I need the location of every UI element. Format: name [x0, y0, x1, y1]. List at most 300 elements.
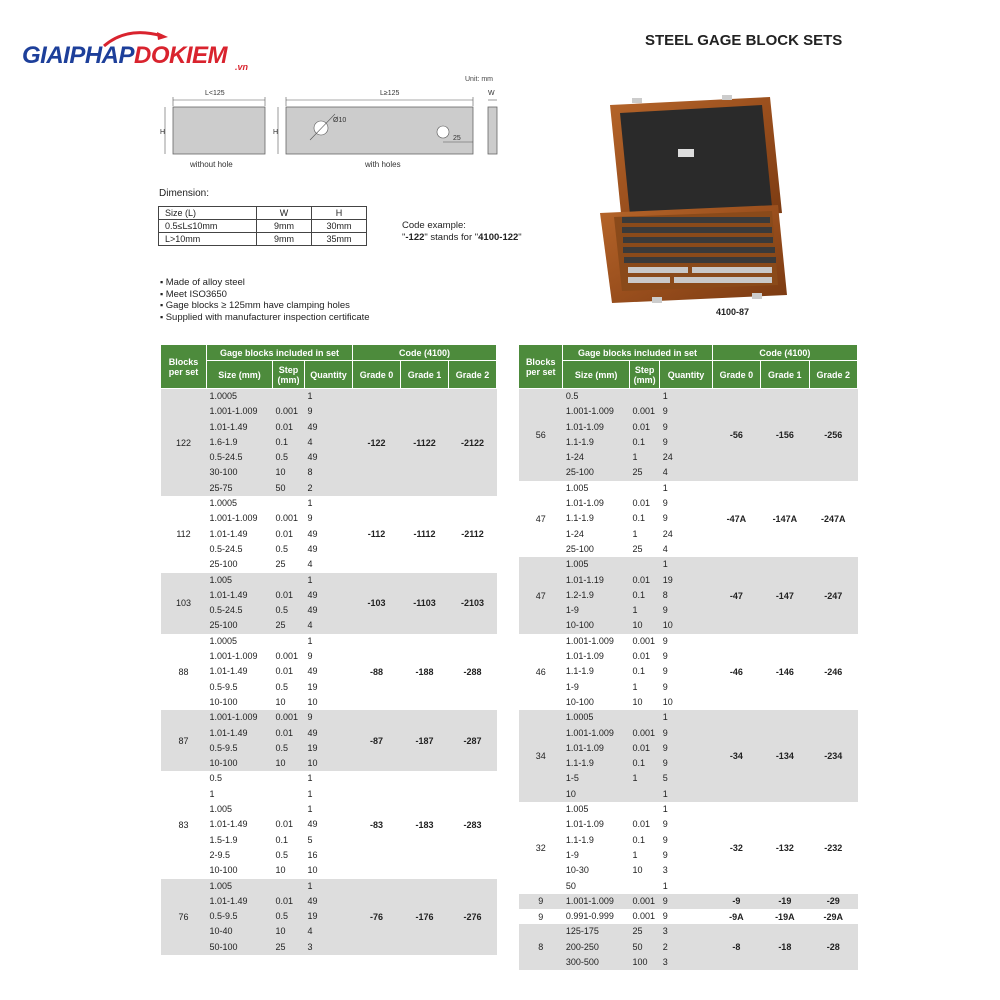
step-line: 0.5	[275, 911, 289, 922]
qty-line: 19	[307, 742, 318, 753]
step-line: 0.01	[632, 574, 650, 585]
header-grade2: Grade 2	[809, 361, 857, 389]
step-line: 0.1	[632, 436, 645, 447]
qty-line: 9	[662, 834, 668, 845]
qty-line: 1	[307, 574, 313, 585]
case-caption: 4100-87	[716, 307, 750, 317]
header-size: Size (mm)	[207, 361, 273, 389]
blocks-per-set-cell: 87	[161, 710, 207, 771]
dim-cell: L>10mm	[159, 233, 257, 246]
qty-line: 19	[662, 574, 673, 585]
blocks-per-set-cell: 47	[519, 481, 563, 557]
qty-line: 1	[662, 788, 668, 799]
step-cell	[629, 710, 659, 802]
qty-line: 1	[307, 788, 313, 799]
qty-line: 24	[662, 528, 673, 539]
grade0-code-cell: -8	[712, 924, 760, 970]
qty-line: 49	[307, 589, 318, 600]
grade1-code-cell: -147A	[761, 481, 809, 557]
table-right-body	[519, 389, 858, 971]
header-step: Step (mm)	[273, 361, 305, 389]
size-line: 1.01-1.09	[565, 819, 604, 830]
grade2-code-cell: -28	[809, 924, 857, 970]
right-length-label: L≥125	[380, 90, 400, 97]
code-example-mid: " stands for "	[424, 232, 479, 243]
qty-line: 19	[307, 681, 318, 692]
qty-line: 49	[307, 543, 318, 554]
size-line: 1.001-1.009	[565, 635, 614, 646]
grade1-code-cell: -18	[761, 924, 809, 970]
header-quantity: Quantity	[660, 361, 712, 389]
table-row	[519, 802, 858, 894]
header-code: Code (4100)	[712, 345, 857, 361]
step-line: 1	[632, 528, 638, 539]
qty-line: 3	[662, 865, 668, 876]
blocks-per-set-cell: 8	[519, 924, 563, 970]
step-line: 50	[275, 482, 286, 493]
grade1-code-cell: -1122	[401, 389, 449, 497]
size-line: 1.001-1.009	[565, 727, 614, 738]
qty-cell	[305, 496, 353, 572]
size-line: 1.01-1.49	[209, 819, 248, 830]
step-line: 0.5	[275, 681, 289, 692]
size-line: 1.01-1.09	[565, 651, 604, 662]
size-line: 125-175	[565, 926, 599, 937]
hole-diameter-label: Ø10	[333, 117, 347, 124]
size-line: 0.5	[209, 773, 223, 784]
size-line: 25-100	[565, 543, 594, 554]
step-line: 0.01	[632, 498, 650, 509]
qty-line: 9	[307, 406, 313, 417]
size-line: 25-100	[565, 467, 594, 478]
grade0-code-cell: -76	[353, 879, 401, 955]
grade1-code-cell: -19	[761, 894, 809, 909]
qty-line: 9	[662, 436, 668, 447]
step-line	[632, 787, 657, 802]
step-line: 10	[275, 696, 286, 707]
step-line	[632, 802, 657, 817]
size-line: 1	[209, 788, 215, 799]
size-line: 30-100	[209, 467, 238, 478]
blocks-per-set-cell: 9	[519, 894, 563, 909]
brand-logo	[22, 30, 272, 76]
step-line: 0.001	[275, 406, 299, 417]
size-cell	[207, 573, 273, 634]
qty-line: 1	[662, 559, 668, 570]
qty-line: 9	[662, 605, 668, 616]
qty-cell	[305, 771, 353, 878]
size-line: 1.001-1.009	[565, 895, 614, 906]
step-line: 25	[275, 559, 286, 570]
qty-cell	[660, 557, 712, 633]
step-line	[276, 389, 303, 404]
step-line: 0.001	[632, 727, 655, 738]
qty-line: 9	[662, 819, 668, 830]
step-cell	[273, 389, 305, 497]
step-line	[276, 573, 303, 588]
qty-line: 9	[307, 651, 313, 662]
size-line: 1.1-1.9	[565, 513, 594, 524]
step-line: 0.1	[275, 436, 289, 447]
step-line: 0.001	[632, 911, 655, 922]
size-line: 1.1-1.9	[565, 436, 594, 447]
size-line: 10-100	[209, 696, 238, 707]
grade2-code-cell: -283	[449, 771, 497, 878]
step-line: 0.01	[275, 895, 294, 906]
qty-line: 10	[662, 696, 673, 707]
qty-line: 9	[307, 712, 313, 723]
step-line: 0.1	[275, 834, 289, 845]
quote: "	[518, 232, 522, 243]
qty-line: 2	[307, 482, 313, 493]
size-line: 0.5-9.5	[209, 681, 238, 692]
step-line: 25	[632, 543, 643, 554]
size-line: 1-9	[565, 849, 579, 860]
qty-line: 4	[662, 543, 668, 554]
grade1-code-cell: -176	[401, 879, 449, 955]
size-line: 25-100	[209, 559, 238, 570]
grade0-code-cell: -88	[353, 634, 401, 710]
blocks-per-set-cell: 83	[161, 771, 207, 878]
size-line: 1.0005	[209, 635, 238, 646]
header-blocks: Blocks per set	[161, 345, 207, 389]
qty-line: 49	[307, 895, 318, 906]
qty-cell	[305, 573, 353, 634]
grade0-code-cell: -9A	[712, 909, 760, 924]
step-line	[276, 787, 303, 802]
size-cell	[563, 710, 630, 802]
step-cell	[629, 634, 659, 710]
step-line	[632, 710, 657, 725]
size-line: 0.5-24.5	[209, 605, 243, 616]
qty-line: 4	[307, 926, 313, 937]
table-row	[519, 557, 858, 633]
step-line	[632, 879, 657, 894]
qty-line: 2	[662, 941, 668, 952]
qty-cell	[660, 710, 712, 802]
product-case-image	[592, 95, 787, 310]
grade2-code-cell: -29	[809, 894, 857, 909]
grade1-code-cell: -134	[761, 710, 809, 802]
step-line: 25	[632, 926, 643, 937]
grade0-code-cell: -87	[353, 710, 401, 771]
size-cell	[207, 634, 273, 710]
step-line: 25	[275, 941, 286, 952]
step-line: 0.001	[275, 712, 299, 723]
qty-line: 9	[662, 911, 668, 922]
qty-line: 9	[662, 727, 668, 738]
qty-cell	[305, 389, 353, 497]
size-line: 1.01-1.49	[209, 727, 248, 738]
grade2-code-cell: -256	[809, 389, 857, 481]
step-cell	[629, 924, 659, 970]
step-line: 0.1	[632, 589, 645, 600]
step-line: 100	[632, 956, 648, 967]
qty-line: 3	[307, 941, 313, 952]
step-line: 0.1	[632, 834, 645, 845]
grade2-code-cell: -287	[449, 710, 497, 771]
step-line: 0.1	[632, 758, 645, 769]
header-included: Gage blocks included in set	[563, 345, 712, 361]
step-line: 0.1	[632, 666, 645, 677]
step-line: 0.01	[275, 589, 294, 600]
step-line	[276, 802, 303, 817]
step-cell	[629, 909, 659, 924]
grade1-code-cell: -147	[761, 557, 809, 633]
grade1-code-cell: -187	[401, 710, 449, 771]
size-line: 1.01-1.49	[209, 666, 248, 677]
qty-line: 9	[662, 666, 668, 677]
qty-line: 9	[662, 681, 668, 692]
table-row	[519, 634, 858, 710]
gage-block-table-right	[518, 344, 858, 970]
step-line: 10	[632, 620, 643, 631]
size-cell	[563, 909, 630, 924]
blocks-per-set-cell: 32	[519, 802, 563, 894]
grade1-code-cell: -19A	[761, 909, 809, 924]
step-cell	[273, 771, 305, 878]
size-cell	[563, 557, 630, 633]
grade0-code-cell: -83	[353, 771, 401, 878]
size-line: 10	[565, 788, 576, 799]
left-length-label: L<125	[205, 90, 225, 97]
grade0-code-cell: -122	[353, 389, 401, 497]
table-left-body	[161, 389, 497, 955]
size-line: 1.5-1.9	[209, 834, 238, 845]
size-cell	[207, 879, 273, 955]
qty-line: 3	[662, 956, 668, 967]
dim-cell: 35mm	[312, 233, 367, 246]
logo-part2: DOKIEM	[134, 42, 228, 69]
step-line: 0.01	[275, 528, 294, 539]
header-code: Code (4100)	[353, 345, 497, 361]
grade1-code-cell: -1112	[401, 496, 449, 572]
step-line: 50	[632, 941, 643, 952]
table-row	[161, 879, 497, 955]
size-line: 1.01-1.09	[565, 498, 604, 509]
qty-cell	[660, 389, 712, 481]
size-line: 1.01-1.49	[209, 895, 248, 906]
grade0-code-cell: -32	[712, 802, 760, 894]
size-line: 1.0005	[209, 498, 238, 509]
qty-line: 9	[307, 513, 313, 524]
qty-line: 1	[662, 880, 668, 891]
header-grade0: Grade 0	[712, 361, 760, 389]
step-line: 0.1	[632, 513, 645, 524]
qty-line: 9	[662, 849, 668, 860]
qty-line: 9	[662, 895, 668, 906]
step-line: 0.001	[275, 513, 299, 524]
table-row	[161, 634, 497, 710]
grade2-code-cell: -232	[809, 802, 857, 894]
feature-item: ▪ Made of alloy steel	[160, 277, 370, 289]
grade0-code-cell: -112	[353, 496, 401, 572]
code-example-text	[402, 232, 522, 244]
feature-item: ▪ Supplied with manufacturer inspection certificate	[160, 312, 370, 324]
qty-line: 1	[307, 773, 313, 784]
step-line: 1	[632, 605, 638, 616]
step-cell	[273, 634, 305, 710]
qty-cell	[660, 894, 712, 909]
qty-line: 49	[307, 452, 318, 463]
step-line: 1	[632, 773, 638, 784]
step-line	[632, 389, 657, 404]
step-line: 1	[632, 681, 638, 692]
step-line: 0.5	[275, 452, 289, 463]
qty-line: 4	[307, 436, 313, 447]
qty-line: 49	[307, 727, 318, 738]
dimension-row	[159, 220, 367, 233]
size-cell	[563, 802, 630, 894]
dim-cell: 9mm	[257, 220, 312, 233]
grade2-code-cell: -29A	[809, 909, 857, 924]
size-line: 1-24	[565, 528, 584, 539]
step-line	[276, 496, 303, 511]
qty-line: 8	[307, 467, 313, 478]
size-cell	[563, 924, 630, 970]
grade0-code-cell: -34	[712, 710, 760, 802]
blocks-per-set-cell: 47	[519, 557, 563, 633]
step-line: 0.01	[632, 421, 650, 432]
size-line: 1.01-1.49	[209, 421, 248, 432]
size-line: 1.005	[209, 804, 233, 815]
qty-line: 9	[662, 513, 668, 524]
without-hole-caption: without hole	[190, 160, 233, 169]
size-line: 50	[565, 880, 576, 891]
qty-line: 10	[307, 758, 318, 769]
size-line: 1.01-1.49	[209, 528, 248, 539]
step-cell	[273, 496, 305, 572]
code-example-title: Code example:	[402, 220, 466, 231]
qty-line: 49	[307, 819, 318, 830]
blocks-per-set-cell: 56	[519, 389, 563, 481]
step-line	[276, 771, 303, 786]
size-line: 0.5-9.5	[209, 911, 238, 922]
table-row	[519, 710, 858, 802]
step-line: 0.5	[275, 742, 289, 753]
grade2-code-cell: -288	[449, 634, 497, 710]
blocks-per-set-cell: 46	[519, 634, 563, 710]
quote: "	[402, 232, 406, 243]
grade0-code-cell: -47	[712, 557, 760, 633]
step-line	[276, 634, 303, 649]
step-line	[276, 879, 303, 894]
feature-item: ▪ Gage blocks ≥ 125mm have clamping holes	[160, 300, 370, 312]
code-example	[402, 220, 522, 244]
qty-line: 1	[307, 391, 313, 401]
grade0-code-cell: -56	[712, 389, 760, 481]
size-line: 10-100	[565, 696, 594, 707]
qty-line: 9	[662, 498, 668, 509]
qty-line: 5	[662, 773, 668, 784]
size-line: 1-9	[565, 681, 579, 692]
step-cell	[273, 879, 305, 955]
step-line	[632, 557, 657, 572]
qty-line: 49	[307, 666, 318, 677]
qty-cell	[305, 710, 353, 771]
step-line: 10	[275, 467, 286, 478]
step-line: 0.001	[275, 651, 299, 662]
step-line: 0.01	[275, 727, 294, 738]
step-line: 10	[632, 865, 643, 876]
grade2-code-cell: -247A	[809, 481, 857, 557]
size-line: 1.001-1.009	[209, 712, 258, 723]
qty-line: 5	[307, 834, 313, 845]
qty-line: 3	[662, 926, 668, 937]
size-line: 1.0005	[209, 391, 238, 401]
qty-line: 1	[307, 804, 313, 815]
qty-line: 1	[662, 804, 668, 815]
size-line: 1.01-1.49	[209, 589, 248, 600]
table-row	[161, 710, 497, 771]
unit-label: Unit: mm	[465, 76, 493, 83]
step-line: 0.5	[275, 849, 289, 860]
table-row	[519, 909, 858, 924]
size-cell	[207, 771, 273, 878]
step-line: 0.001	[632, 635, 655, 646]
size-line: 1-9	[565, 605, 579, 616]
qty-line: 4	[307, 620, 313, 631]
qty-line: 9	[662, 421, 668, 432]
width-label: W	[488, 90, 495, 97]
grade1-code-cell: -146	[761, 634, 809, 710]
table-row	[519, 481, 858, 557]
qty-line: 9	[662, 406, 668, 417]
size-line: 50-100	[209, 941, 238, 952]
qty-line: 9	[662, 635, 668, 646]
grade2-code-cell: -2112	[449, 496, 497, 572]
step-cell	[629, 894, 659, 909]
dim-cell: 9mm	[257, 233, 312, 246]
header-grade1: Grade 1	[401, 361, 449, 389]
dim-cell: 30mm	[312, 220, 367, 233]
step-line: 0.001	[632, 406, 655, 417]
size-cell	[563, 389, 630, 481]
qty-line: 8	[662, 589, 668, 600]
qty-line: 9	[662, 651, 668, 662]
size-cell	[207, 496, 273, 572]
hole-distance-label: 25	[453, 135, 461, 142]
size-line: 0.5-9.5	[209, 742, 238, 753]
logo-part1: GIAIPHAP	[22, 42, 135, 69]
grade2-code-cell: -246	[809, 634, 857, 710]
step-cell	[273, 573, 305, 634]
size-line: 1.6-1.9	[209, 436, 238, 447]
step-line: 0.5	[275, 543, 289, 554]
step-cell	[629, 481, 659, 557]
size-line: 300-500	[565, 956, 599, 967]
step-line: 0.5	[275, 605, 289, 616]
header-size: Size (mm)	[563, 361, 630, 389]
size-line: 1.005	[209, 880, 233, 891]
header-included: Gage blocks included in set	[207, 345, 353, 361]
blocks-per-set-cell: 76	[161, 879, 207, 955]
qty-line: 49	[307, 605, 318, 616]
step-cell	[629, 389, 659, 481]
size-line: 1.01-1.09	[565, 421, 604, 432]
table-row	[519, 924, 858, 970]
blocks-per-set-cell: 122	[161, 389, 207, 497]
size-line: 1.005	[565, 804, 589, 815]
grade2-code-cell: -2103	[449, 573, 497, 634]
blocks-per-set-cell: 88	[161, 634, 207, 710]
with-holes-caption: with holes	[365, 160, 401, 169]
size-line: 1.0005	[565, 712, 594, 723]
grade0-code-cell: -103	[353, 573, 401, 634]
size-line: 1.001-1.009	[209, 406, 258, 417]
qty-cell	[660, 802, 712, 894]
blocks-per-set-cell: 9	[519, 909, 563, 924]
